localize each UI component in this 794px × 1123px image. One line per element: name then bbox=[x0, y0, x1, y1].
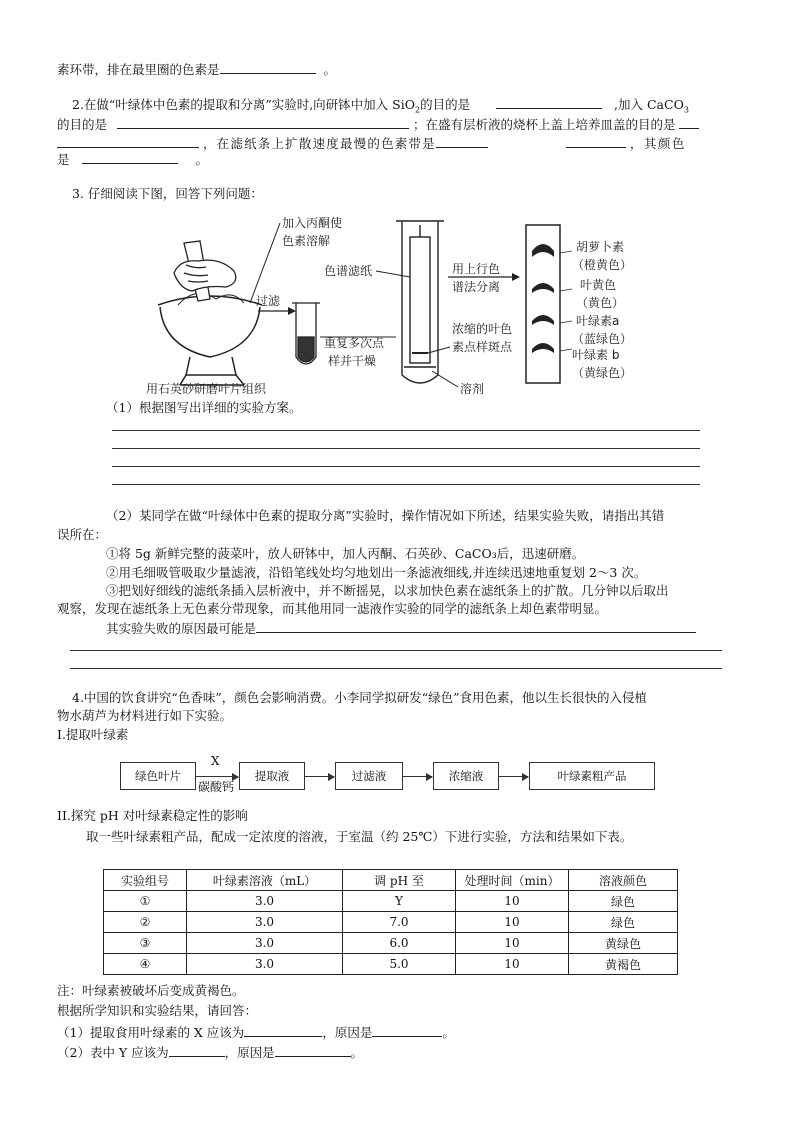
q3-reason-line-2[interactable] bbox=[70, 650, 722, 651]
fig-label-chrom-1: 用上行色 bbox=[452, 262, 501, 276]
mortar-icon bbox=[158, 293, 262, 385]
q3-intro: 3. 仔细阅读下图，回答下列问题： bbox=[72, 186, 263, 201]
fig-pigment-3: 叶绿素a bbox=[576, 314, 620, 328]
paper-strip-icon bbox=[526, 225, 560, 383]
q3-reason-line-3[interactable] bbox=[70, 668, 722, 669]
fig-label-solvent: 溶剂 bbox=[460, 382, 485, 396]
experiment-figure bbox=[140, 207, 670, 402]
q1-tail-end: 。 bbox=[323, 62, 336, 77]
table-cell: 7.0 bbox=[343, 912, 456, 933]
q3-reason-blank[interactable] bbox=[256, 619, 696, 633]
table-header: 实验组号 bbox=[104, 870, 187, 891]
q3-answer-line-1[interactable] bbox=[112, 430, 700, 431]
q4-answer-2 bbox=[57, 1043, 363, 1061]
chromatography-tube-icon bbox=[396, 221, 444, 383]
fig-label-filter: 过滤 bbox=[256, 294, 281, 308]
q4-ans1-text: （1）提取食用叶绿素的 X 应该为 bbox=[57, 1025, 245, 1040]
q4-part2-desc: 取一些叶绿素粗产品，配成一定浓度的溶液，于室温（约 25℃）下进行实验，方法和结果如下表。 bbox=[86, 829, 633, 844]
table-cell: ① bbox=[104, 891, 187, 912]
table-cell: 绿色 bbox=[569, 912, 678, 933]
table-header-row bbox=[104, 870, 678, 891]
fig-pigment-4-color: （黄绿色） bbox=[572, 366, 633, 380]
q1-tail-line bbox=[57, 60, 336, 78]
table-cell: 5.0 bbox=[343, 954, 456, 975]
q3-reason-line bbox=[106, 619, 696, 637]
results-table bbox=[103, 869, 678, 975]
table-cell: 10 bbox=[456, 912, 569, 933]
q3-step3-line1: ③把划好细线的滤纸条插入层析液中，并不断摇晃，以求加快色素在滤纸条上的扩散。几分钟以后取出 bbox=[106, 583, 669, 598]
q2-text: 。 bbox=[195, 152, 208, 167]
table-cell: 3.0 bbox=[187, 954, 343, 975]
q4-intro-line1: 4.中国的饮食讲究“色香味”，颜色会影响消费。小李同学拟研发“绿色”食用色素，他以生长很快的入侵植 bbox=[72, 690, 647, 705]
q4-ans2-blank-reason[interactable] bbox=[275, 1043, 351, 1057]
q3-sub2-line1: （2）某同学在做“叶绿体中色素的提取分离”实验时，操作情况如下所述，结果实验失败，请指出其错 bbox=[106, 508, 665, 523]
fig-label-concentrate-2: 素点样斑点 bbox=[452, 340, 513, 354]
fig-label-repeat-2: 样并干燥 bbox=[328, 354, 377, 368]
q2-sub: 3 bbox=[683, 105, 689, 115]
table-cell: 3.0 bbox=[187, 912, 343, 933]
table-row bbox=[104, 954, 678, 975]
fig-pigment-2-color: （黄色） bbox=[576, 296, 625, 310]
table-cell: ③ bbox=[104, 933, 187, 954]
fig-pigment-1-color: （橙黄色） bbox=[572, 258, 633, 272]
q2-text: ；在盛有层析液的烧杯上盖上培养皿盖的目的是 bbox=[412, 117, 676, 132]
q2-line4 bbox=[57, 150, 208, 168]
flow-label-x: X bbox=[211, 754, 220, 768]
table-row bbox=[104, 912, 678, 933]
flow-box-1: 绿色叶片 bbox=[120, 762, 196, 790]
q4-ans1-text: ，原因是 bbox=[322, 1025, 373, 1040]
table-row bbox=[104, 891, 678, 912]
table-cell: 6.0 bbox=[343, 933, 456, 954]
q2-text: 的目的是 bbox=[57, 117, 108, 132]
q2-blank-slowest[interactable] bbox=[436, 134, 488, 148]
q2-text: 的目的是 bbox=[420, 97, 471, 112]
q3-step1: ①将 5g 新鲜完整的菠菜叶，放人研钵中，加人丙酮、石英砂、CaCO₃后，迅速研磨。 bbox=[106, 546, 585, 561]
table-cell: 绿色 bbox=[569, 891, 678, 912]
flow-box-4: 浓缩液 bbox=[433, 762, 499, 790]
q4-ans1-text: 。 bbox=[442, 1025, 455, 1040]
q1-tail-text: 素环带，排在最里圈的色素是 bbox=[57, 62, 220, 77]
q4-ans2-blank-y[interactable] bbox=[169, 1043, 225, 1057]
table-header: 溶液颜色 bbox=[569, 870, 678, 891]
q2-blank-sio2[interactable] bbox=[496, 95, 602, 109]
q3-step3-line2: 观察，发现在滤纸条上无色素分带现象，而其他用同一滤液作实验的同学的滤纸条上却色素带明显。 bbox=[57, 601, 608, 616]
q1-answer-blank[interactable] bbox=[220, 60, 316, 74]
table-cell: 3.0 bbox=[187, 933, 343, 954]
table-cell: 黄绿色 bbox=[569, 933, 678, 954]
q4-answer-prompt: 根据所学知识和实验结果，请回答： bbox=[57, 1003, 258, 1018]
table-cell: ② bbox=[104, 912, 187, 933]
fig-label-filter-paper: 色谱滤纸 bbox=[324, 264, 373, 278]
q2-text: ，在滤纸条上扩散速度最慢的色素带是 bbox=[202, 136, 436, 151]
q3-reason-text: 其实验失败的原因最可能是 bbox=[106, 621, 257, 636]
q4-part1-title: I.提取叶绿素 bbox=[57, 727, 129, 742]
flow-box-3: 过滤液 bbox=[335, 762, 403, 790]
q2-line2 bbox=[57, 115, 699, 133]
q3-step2: ②用毛细吸管吸取少量滤液，沿铅笔线处均匀地划出一条滤液细线,并连续迅速地重复划 2～3 次。 bbox=[106, 565, 647, 580]
q3-answer-line-4[interactable] bbox=[112, 484, 700, 485]
q4-ans1-blank-x[interactable] bbox=[244, 1023, 322, 1037]
q3-sub1: （1）根据图写出详细的实验方案。 bbox=[106, 400, 302, 415]
flow-arrow-4 bbox=[498, 776, 528, 777]
fig-label-chrom-2: 谱法分离 bbox=[452, 280, 501, 294]
q2-text: ，其颜色 bbox=[629, 136, 686, 151]
flow-box-2: 提取液 bbox=[239, 762, 305, 790]
q2-text: 2.在做“叶绿体中色素的提取和分离”实验时,向研钵中加入 SiO bbox=[72, 97, 415, 112]
table-header: 调 pH 至 bbox=[343, 870, 456, 891]
fig-pigment-3-color: （蓝绿色） bbox=[572, 332, 633, 346]
q2-text: ,加入 CaCO bbox=[614, 97, 684, 112]
table-cell: 10 bbox=[456, 891, 569, 912]
fig-label-concentrate-1: 浓缩的叶色 bbox=[452, 322, 513, 336]
q3-answer-line-3[interactable] bbox=[112, 466, 700, 467]
fig-pigment-2: 叶黄色 bbox=[580, 278, 617, 292]
q2-blank-slowest-cont[interactable] bbox=[566, 134, 626, 148]
fig-pigment-4: 叶绿素 b bbox=[572, 348, 620, 362]
flow-box-5: 叶绿素粗产品 bbox=[529, 762, 655, 790]
q2-blank-cover[interactable] bbox=[679, 115, 699, 129]
flow-label-caco3: 碳酸钙 bbox=[198, 780, 235, 794]
fig-pigment-1: 胡萝卜素 bbox=[576, 240, 625, 254]
flow-arrow-1 bbox=[195, 776, 238, 777]
test-tube-icon bbox=[292, 303, 320, 364]
table-cell: Y bbox=[343, 891, 456, 912]
fig-label-grind: 用石英砂研磨叶片组织 bbox=[146, 382, 267, 396]
fig-label-acetone-2: 色素溶解 bbox=[282, 234, 331, 248]
table-cell: 10 bbox=[456, 933, 569, 954]
pestle-hand-icon bbox=[174, 241, 236, 301]
table-cell: 黄褐色 bbox=[569, 954, 678, 975]
fig-label-acetone-1: 加入丙酮使 bbox=[282, 216, 343, 230]
q3-sub2-line2: 误所在： bbox=[57, 527, 108, 542]
q4-part2-title: II.探究 pH 对叶绿素稳定性的影响 bbox=[57, 808, 248, 823]
q2-blank-color[interactable] bbox=[82, 150, 178, 164]
q2-sub: 2 bbox=[414, 105, 421, 115]
table-header: 处理时间（min） bbox=[456, 870, 569, 891]
q4-ans1-blank-reason[interactable] bbox=[372, 1023, 442, 1037]
table-row bbox=[104, 933, 678, 954]
table-header: 叶绿素溶液（mL） bbox=[187, 870, 343, 891]
q4-ans2-text: ，原因是 bbox=[224, 1045, 275, 1060]
table-cell: 3.0 bbox=[187, 891, 343, 912]
q2-blank-caco3[interactable] bbox=[117, 115, 409, 129]
fig-label-repeat-1: 重复多次点 bbox=[324, 336, 385, 350]
q3-answer-line-2[interactable] bbox=[112, 448, 700, 449]
q4-ans2-text: （2）表中 Y 应该为 bbox=[57, 1045, 169, 1060]
q2-text: 是 bbox=[57, 152, 70, 167]
q4-intro-line2: 物水葫芦为材料进行如下实验。 bbox=[57, 708, 233, 723]
q2-blank-cover-cont[interactable] bbox=[57, 134, 199, 148]
flow-arrow-2 bbox=[304, 776, 334, 777]
q4-note: 注：叶绿素被破坏后变成黄褐色。 bbox=[57, 983, 245, 998]
flow-arrow-3 bbox=[402, 776, 432, 777]
q4-ans2-text: 。 bbox=[350, 1045, 364, 1060]
q4-answer-1 bbox=[57, 1023, 455, 1041]
table-cell: 10 bbox=[456, 954, 569, 975]
table-cell: ④ bbox=[104, 954, 187, 975]
